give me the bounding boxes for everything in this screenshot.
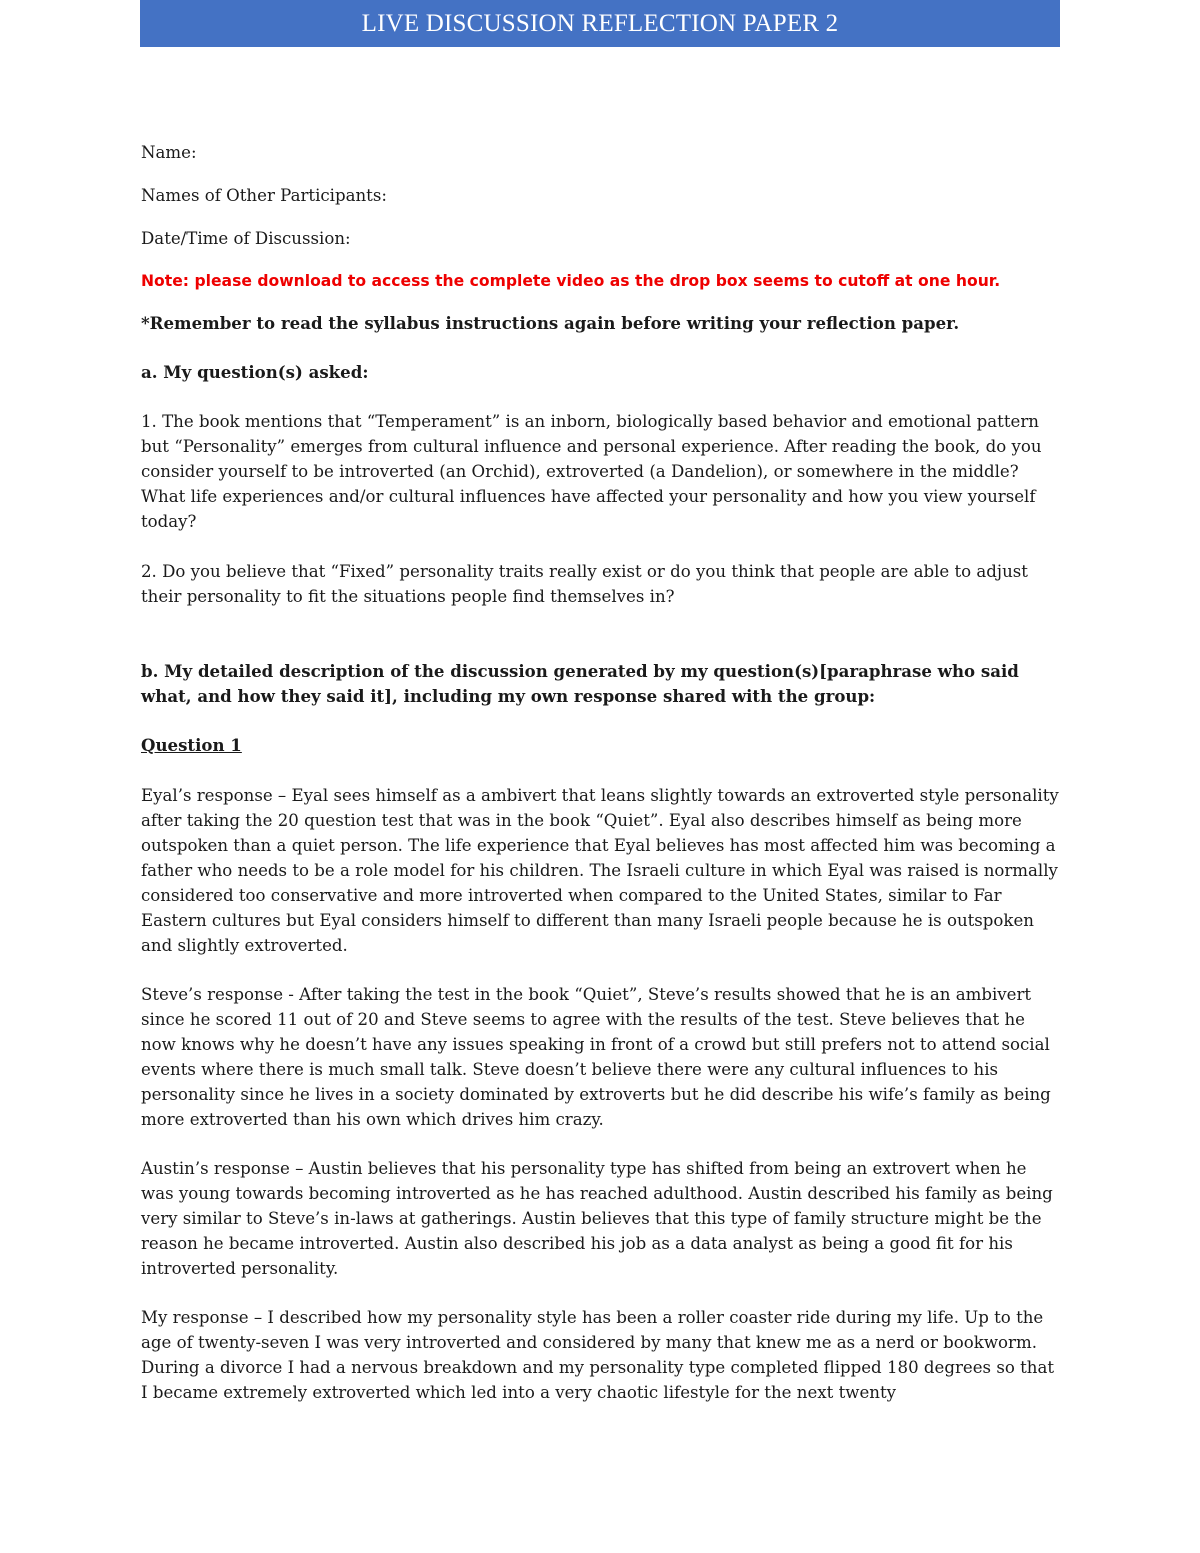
steve-response: Steve’s response - After taking the test in the book “Quiet”, Steve’s results showed that he is an ambivert since he scored 11 out of 20 and Steve seems to agree with the results of the test. Steve believes that he now knows why he doesn’t have any issues speaking in front of a crowd but still prefers not to attend social events where there is much small talk. Steve doesn’t believe there were any cultural influences to his personality since he lives in a society dominated by extroverts but he did describe his wife’s family as being more extroverted than his own which drives him crazy. bbox=[141, 985, 1051, 1129]
document-body bbox=[141, 140, 1061, 1429]
document-title: LIVE DISCUSSION REFLECTION PAPER 2 bbox=[140, 0, 1060, 47]
syllabus-reminder: *Remember to read the syllabus instructions again before writing your reflection paper. bbox=[141, 313, 960, 333]
austin-response: Austin’s response – Austin believes that his personality type has shifted from being an extrovert when he was young towards becoming introverted as he has reached adulthood. Austin described his family as being very similar to Steve’s in-laws at gatherings. Austin believes that this type of family structure might be the reason he became introverted. Austin also described his job as a data analyst as being a good fit for his introverted personality. bbox=[141, 1159, 1053, 1278]
my-response: My response – I described how my personality style has been a roller coaster ride during my life. Up to the age of twenty-seven I was very introverted and considered by many that knew me as a nerd or bookworm. During a divorce I had a nervous breakdown and my personality type completed flipped 180 degrees so that I became extremely extroverted which led into a very chaotic lifestyle for the next twenty bbox=[141, 1308, 1055, 1402]
question-1-subheading: Question 1 bbox=[141, 735, 242, 755]
question-1-text: 1. The book mentions that “Temperament” is an inborn, biologically based behavior and emotional pattern but “Personality” emerges from cultural influence and personal experience. After reading the book, do you consider yourself to be introverted (an Orchid), extroverted (a Dandelion), or somewhere in the middle? What life experiences and/or cultural influences have affected your personality and how you view yourself today? bbox=[141, 412, 1042, 531]
download-note: Note: please download to access the complete video as the drop box seems to cutoff at one hour. bbox=[141, 272, 1001, 290]
question-2-text: 2. Do you believe that “Fixed” personality traits really exist or do you think that people are able to adjust their personality to fit the situations people find themselves in? bbox=[141, 562, 1028, 606]
name-field-label: Name: bbox=[141, 143, 197, 162]
section-b-heading: b. My detailed description of the discussion generated by my question(s)[paraphrase who said what, and how they said it], including my own response shared with the group: bbox=[141, 661, 1019, 706]
participants-field-label: Names of Other Participants: bbox=[141, 186, 387, 205]
datetime-field-label: Date/Time of Discussion: bbox=[141, 229, 351, 248]
eyal-response: Eyal’s response – Eyal sees himself as a ambivert that leans slightly towards an extroverted style personality after taking the 20 question test that was in the book “Quiet”. Eyal also describes himself as being more outspoken than a quiet person. The life experience that Eyal believes has most affected him was becoming a father who needs to be a role model for his children. The Israeli culture in which Eyal was raised is normally considered too conservative and more introverted when compared to the United States, similar to Far Eastern cultures but Eyal considers himself to different than many Israeli people because he is outspoken and slightly extroverted. bbox=[141, 786, 1059, 955]
section-a-heading: a. My question(s) asked: bbox=[141, 362, 369, 382]
